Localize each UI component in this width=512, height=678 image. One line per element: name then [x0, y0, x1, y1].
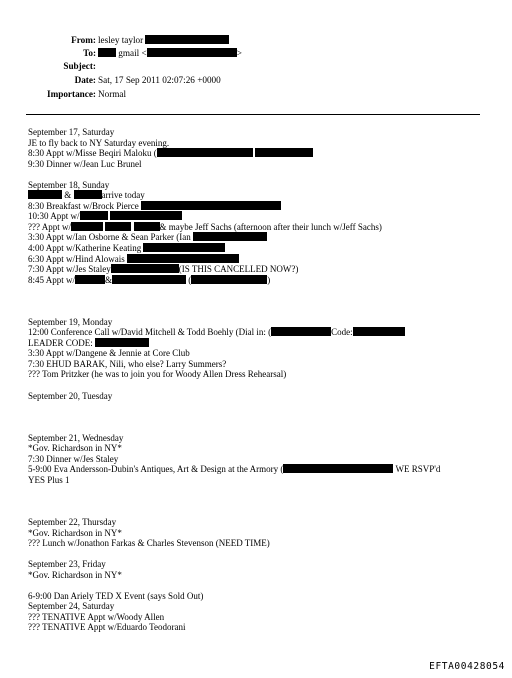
body-line: *Gov. Richardson in NY*	[28, 569, 122, 580]
redaction	[134, 222, 160, 231]
date-label: Date:	[74, 75, 96, 85]
to-label: To:	[83, 48, 96, 58]
redaction	[127, 254, 239, 263]
header-divider	[26, 114, 480, 115]
from-label: From:	[71, 35, 96, 45]
redaction	[95, 338, 149, 347]
body-line: YES Plus 1	[28, 474, 70, 485]
redaction	[283, 464, 393, 473]
redaction	[157, 148, 253, 157]
from-value: lesley taylor	[98, 35, 144, 45]
date-value: Sat, 17 Sep 2011 02:07:26 +0000	[98, 75, 221, 85]
body-line: 9:30 Dinner w/Jean Luc Brunel	[28, 158, 142, 169]
body-line: 7:30 Appt w/Jes Staley (IS THIS CANCELLED NOW?)	[28, 264, 299, 275]
redaction	[98, 48, 116, 57]
redaction	[75, 275, 105, 284]
redaction	[74, 190, 102, 199]
body-line: September 23, Friday	[28, 559, 106, 570]
body-line: 5-9:00 Eva Andersson-Dubin's Antiques, Art & Design at the Armory ( WE RSVP'd	[28, 464, 441, 475]
body-line: September 18, Sunday	[28, 179, 110, 190]
redaction	[141, 201, 281, 210]
redaction	[255, 148, 313, 157]
body-line: ??? TENATIVE Appt w/Woody Allen	[28, 611, 165, 622]
body-line: 8:45 Appt w/ & ( )	[28, 274, 271, 285]
email-body	[28, 127, 498, 633]
body-line: 7:30 EHUD BARAK, Nili, who else? Larry Summers?	[28, 358, 227, 369]
body-line: September 20, Tuesday	[28, 390, 113, 401]
to-value: gmail <	[118, 48, 147, 58]
redaction	[111, 264, 179, 273]
body-line: 4:00 Appt w/Katherine Keating	[28, 243, 498, 254]
body-line: *Gov. Richardson in NY*	[28, 527, 122, 538]
body-line: September 22, Thursday	[28, 516, 117, 527]
body-line: 3:30 Appt w/Dangene & Jennie at Core Club	[28, 348, 190, 359]
to-close: >	[236, 48, 242, 58]
body-line: LEADER CODE:	[28, 338, 498, 349]
body-line: 8:30 Appt w/Misse Beqiri Maloku (	[28, 148, 498, 159]
importance-label: Importance:	[47, 89, 96, 99]
redaction	[145, 35, 229, 44]
redaction	[147, 48, 237, 57]
body-line: *Gov. Richardson in NY*	[28, 443, 122, 454]
body-line: 10:30 Appt w/	[28, 211, 498, 222]
redaction	[80, 211, 108, 220]
body-line: 6-9:00 Dan Ariely TED X Event (says Sold Out)	[28, 590, 204, 601]
redaction	[353, 327, 405, 336]
redaction	[193, 232, 267, 241]
body-line: ??? TENATIVE Appt w/Eduardo Teodorani	[28, 622, 186, 633]
body-line: JE to fly back to NY Saturday evening.	[28, 137, 170, 148]
body-line: ??? Appt w/ & maybe Jeff Sachs (afternoon after their lunch w/Jeff Sachs)	[28, 221, 382, 232]
body-line: ??? Lunch w/Jonathon Farkas & Charles Stevenson (NEED TIME)	[28, 538, 270, 549]
body-line: September 24, Saturday	[28, 601, 115, 612]
body-line: September 19, Monday	[28, 316, 113, 327]
redaction	[110, 211, 182, 220]
body-line: ??? Tom Pritzker (he was to join you for Woody Allen Dress Rehearsal)	[28, 369, 287, 380]
redaction	[112, 275, 186, 284]
document-id: EFTA00428054	[429, 661, 505, 672]
redaction	[143, 243, 225, 252]
redaction	[71, 222, 103, 231]
body-line: 8:30 Breakfast w/Brock Pierce	[28, 201, 498, 212]
redaction	[105, 222, 131, 231]
redaction	[28, 190, 62, 199]
body-line: 6:30 Appt w/Hind Alowais	[28, 254, 498, 265]
body-line: & arrive today	[28, 190, 498, 201]
body-line: September 21, Wednesday	[28, 432, 124, 443]
body-line: September 17, Saturday	[28, 127, 115, 137]
body-line: 12:00 Conference Call w/David Mitchell & Todd Boehly (Dial in: ( Code:	[28, 327, 498, 338]
importance-value: Normal	[98, 89, 127, 99]
body-line: 7:30 Dinner w/Jes Staley	[28, 453, 119, 464]
redaction	[191, 275, 267, 284]
redaction	[271, 327, 331, 336]
subject-label: Subject:	[63, 61, 96, 71]
body-line: 3:30 Appt w/Ian Osborne & Sean Parker (Ian	[28, 232, 498, 243]
